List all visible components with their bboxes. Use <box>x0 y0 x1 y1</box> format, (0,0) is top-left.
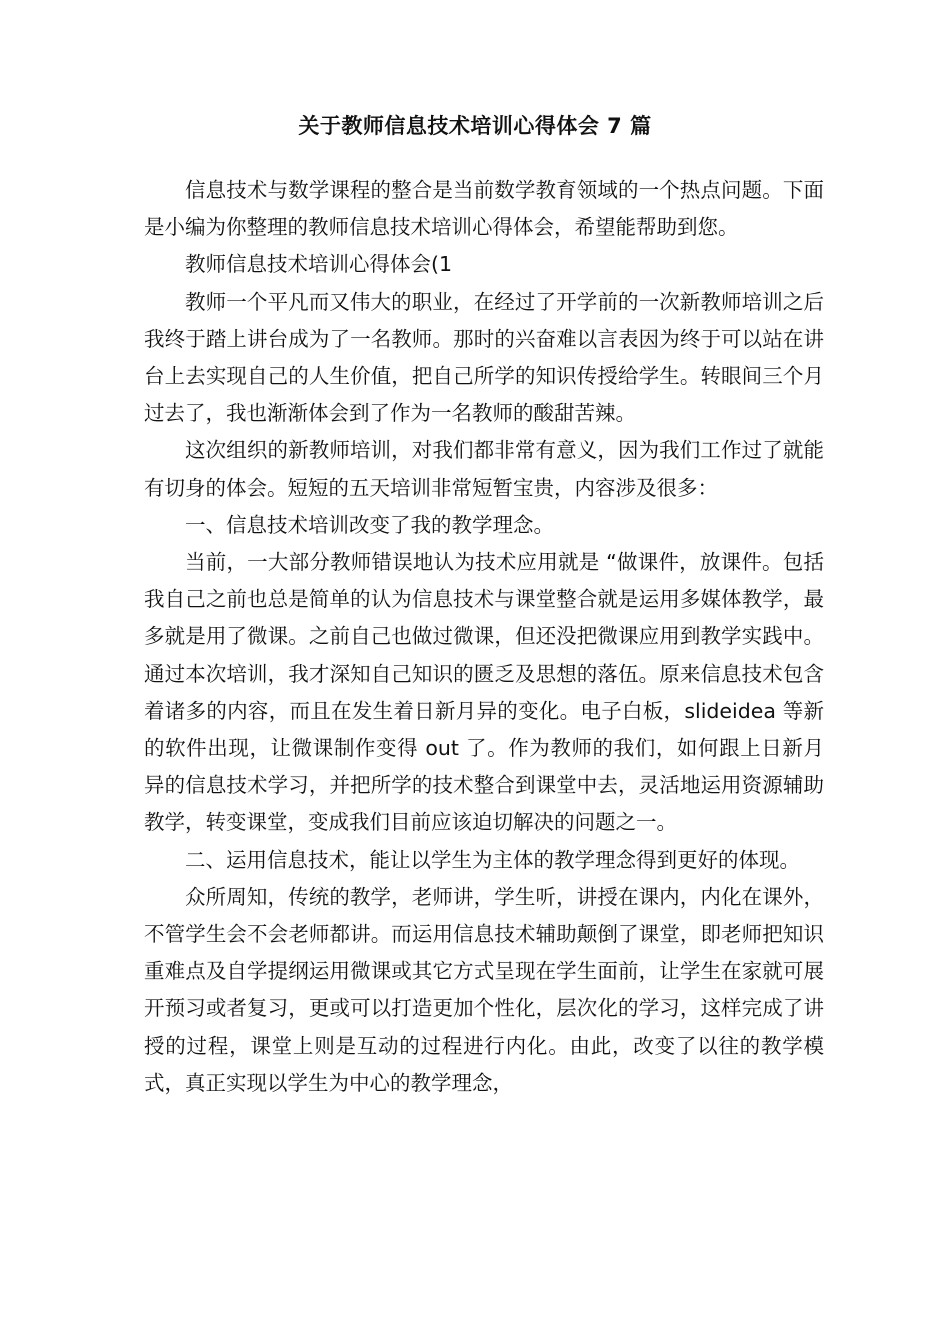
body-paragraph: 教师一个平凡而又伟大的职业，在经过了开学前的一次新教师培训之后我终于踏上讲台成为了一名教师。那时的兴奋难以言表因为终于可以站在讲台上去实现自己的人生价值，把自己所学的知识传授给学生。转眼间三个月过去了，我也渐渐体会到了作为一名教师的酸甜苦辣。 <box>144 289 824 426</box>
intro-paragraph: 信息技术与数学课程的整合是当前数学教育领域的一个热点问题。下面是小编为你整理的教师信息技术培训心得体会，希望能帮助到您。 <box>144 178 824 240</box>
subheading: 二、运用信息技术，能让以学生为主体的教学理念得到更好的体现。 <box>185 847 800 872</box>
body-paragraph: 众所周知，传统的教学，老师讲，学生听，讲授在课内，内化在课外，不管学生会不会老师都讲。而运用信息技术辅助颠倒了课堂，即老师把知识重难点及自学提纲运用微课或其它方式呈现在学生面前，让学生在家就可展开预习或者复习，更或可以打造更加个性化，层次化的学习，这样完成了讲授的过程，课堂上则是互动的过程进行内化。由此，改变了以往的教学模式，真正实现以学生为中心的教学理念， <box>144 884 824 1095</box>
section-heading: 教师信息技术培训心得体会(1 <box>185 252 453 277</box>
document-body <box>144 172 824 1102</box>
subheading: 一、信息技术培训改变了我的教学理念。 <box>185 512 554 537</box>
body-paragraph: 当前，一大部分教师错误地认为技术应用就是 “做课件，放课件。包括我自己之前也总是简单的认为信息技术与课堂整合就是运用多媒体教学，最多就是用了微课。之前自己也做过微课，但还没把微课应用到教学实践中。通过本次培训，我才深知自己知识的匮乏及思想的落伍。原来信息技术包含着诸多的内容，而且在发生着日新月异的变化。电子白板，slideidea 等新的软件出现，让微课制作变得 out 了。作为教师的我们，如何跟上日新月异的信息技术学习，并把所学的技术整合到课堂中去，灵活地运用资源辅助教学，转变课堂，变成我们目前应该迫切解决的问题之一。 <box>144 550 824 835</box>
body-paragraph: 这次组织的新教师培训，对我们都非常有意义，因为我们工作过了就能有切身的体会。短短的五天培训非常短暂宝贵，内容涉及很多： <box>144 438 824 500</box>
document-title: 关于教师信息技术培训心得体会 7 篇 <box>298 114 652 138</box>
